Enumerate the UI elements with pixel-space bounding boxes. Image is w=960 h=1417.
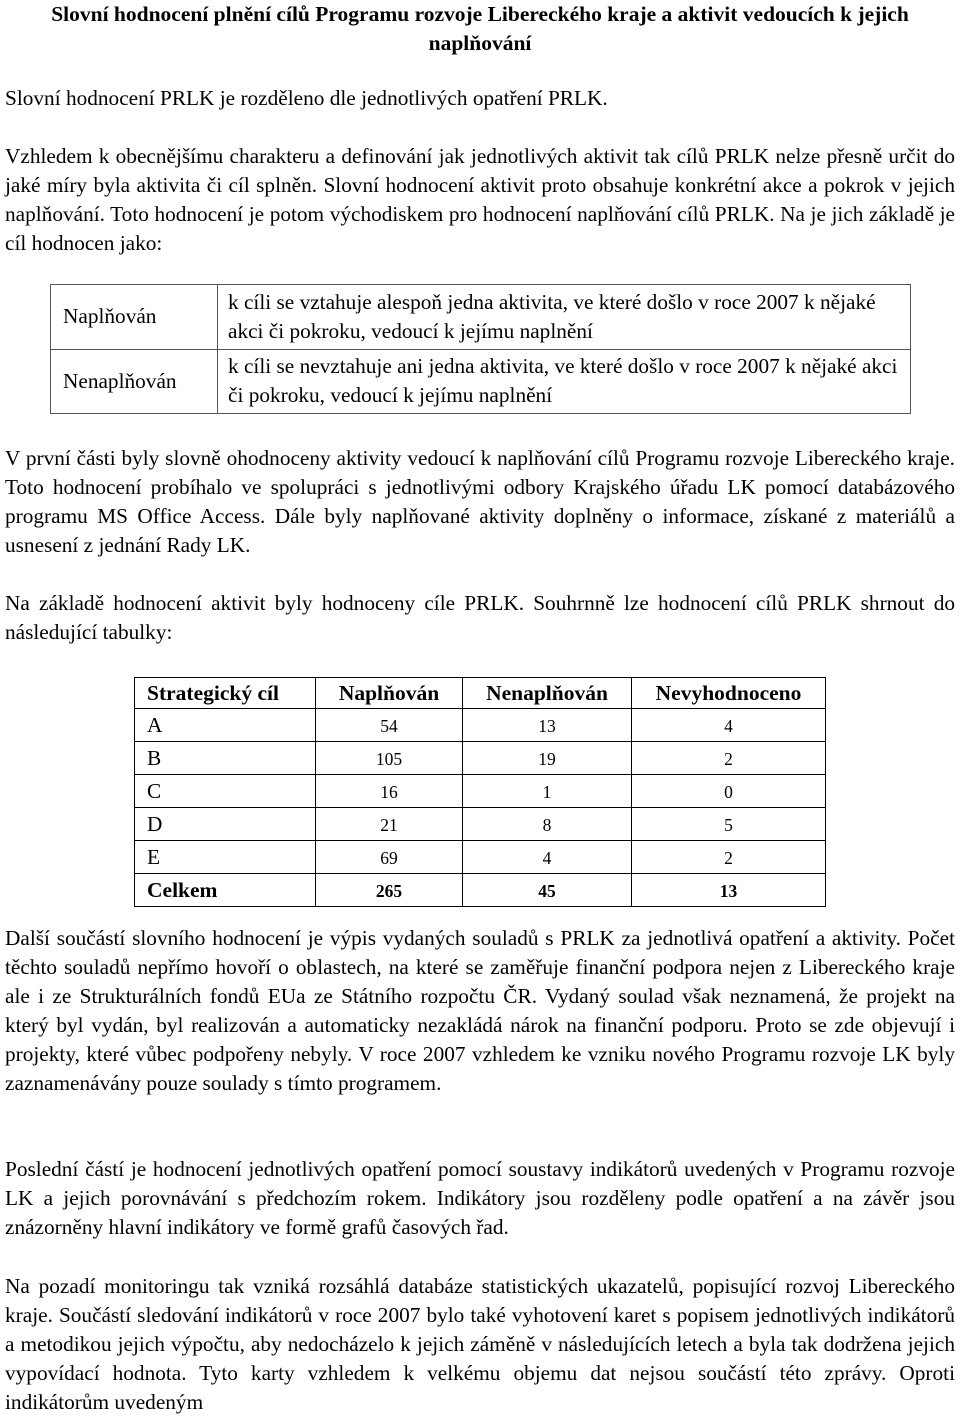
page-title: Slovní hodnocení plnění cílů Programu rozvoje Libereckého kraje a aktivit vedoucích k jejich naplňování [51, 2, 909, 55]
table-cell: 5 [632, 808, 826, 841]
table-row [135, 775, 826, 808]
table-cell: 13 [463, 709, 632, 742]
table-cell: 105 [316, 742, 463, 775]
paragraph-first-part: V první části byly slovně ohodnoceny aktivity vedoucí k naplňování cílů Programu rozvoje Libereckého kraje. Toto hodnocení probíhalo ve spolupráci s jednotlivými odbory Krajského úřadu LK pomocí databázového programu MS Office Access. Dále byly naplňované aktivity doplněny o informace, získané z materiálů a usnesení z jednání Rady LK. [5, 446, 955, 557]
table-row [135, 709, 826, 742]
table-cell: Celkem [135, 874, 316, 907]
column-header: Nenaplňován [463, 678, 632, 709]
table-cell: 2 [632, 841, 826, 874]
paragraph-evaluation-method: Vzhledem k obecnějšímu charakteru a definování jak jednotlivých aktivit tak cílů PRLK nelze přesně určit do jaké míry byla aktivita či cíl splněn. Slovní hodnocení aktivit proto obsahuje konkrétní akce a pokrok v jejich naplňování. Toto hodnocení je potom východiskem pro hodnocení naplňování cílů PRLK. Na je jich základě je cíl hodnocen jako: [5, 144, 955, 255]
table-row [135, 841, 826, 874]
definition-row [51, 349, 911, 414]
definition-term: Nenaplňován [51, 349, 218, 414]
table-cell: 69 [316, 841, 463, 874]
table-cell: 16 [316, 775, 463, 808]
table-cell: 45 [463, 874, 632, 907]
table-cell: C [135, 775, 316, 808]
table-cell: 1 [463, 775, 632, 808]
table-cell: 4 [463, 841, 632, 874]
paragraph-summary-intro: Na základě hodnocení aktivit byly hodnoceny cíle PRLK. Souhrnně lze hodnocení cílů PRLK shrnout do následující tabulky: [5, 591, 955, 644]
table-cell: 19 [463, 742, 632, 775]
table-cell: 13 [632, 874, 826, 907]
table-cell: 21 [316, 808, 463, 841]
paragraph-compliance: Další součástí slovního hodnocení je výpis vydaných souladů s PRLK za jednotlivá opatření a aktivity. Počet těchto souladů nepřímo hovoří o oblastech, na které se zaměřuje finanční podpora nejen z Libereckého kraje ale i ze Strukturálních fondů EUa ze Státního rozpočtu ČR. Vydaný soulad však neznamená, že projekt na který byl vydán, byl realizován a automaticky nezakládá nárok na finanční podporu. Proto se zde objevují i projekty, které vůbec podpořeny nebyly. V roce 2007 vzhledem ke vzniku nového Programu rozvoje LK byly zaznamenávány pouze soulady s tímto programem. [5, 926, 955, 1095]
column-header: Strategický cíl [135, 678, 316, 709]
definition-row [51, 285, 911, 350]
definition-term: Naplňován [51, 285, 218, 350]
paragraph-monitoring: Na pozadí monitoringu tak vzniká rozsáhlá databáze statistických ukazatelů, popisující rozvoj Libereckého kraje. Součástí sledování indikátorů v roce 2007 bylo také vyhotovení karet s popisem jednotlivých indikátorů a metodikou jejich výpočtu, aby nedocházelo k jejich záměně v následujících letech a byla tak dodržena jejich vypovídací hodnota. Tyto karty vzhledem k velkému objemu dat nejsou součástí této zprávy. Oproti indikátorům uvedeným [5, 1274, 955, 1414]
table-cell: D [135, 808, 316, 841]
paragraph-indicators: Poslední částí je hodnocení jednotlivých opatření pomocí soustavy indikátorů uvedených v Programu rozvoje LK a jejich porovnávání s předchozím rokem. Indikátory jsou rozděleny podle opatření a na závěr jsou znázorněny hlavní indikátory ve formě grafů časových řad. [5, 1157, 955, 1239]
table-cell: 2 [632, 742, 826, 775]
table-cell: 0 [632, 775, 826, 808]
column-header: Nevyhodnoceno [632, 678, 826, 709]
definition-meaning: k cíli se vztahuje alespoň jedna aktivita, ve které došlo v roce 2007 k nějaké akci či pokroku, vedoucí k jejímu naplnění [218, 285, 911, 350]
table-cell: B [135, 742, 316, 775]
table-total-row [135, 874, 826, 907]
table-cell: 4 [632, 709, 826, 742]
table-cell: 54 [316, 709, 463, 742]
definition-table [50, 284, 911, 414]
results-table [134, 677, 826, 907]
paragraph-intro: Slovní hodnocení PRLK je rozděleno dle jednotlivých opatření PRLK. [5, 86, 608, 110]
column-header: Naplňován [316, 678, 463, 709]
table-cell: 265 [316, 874, 463, 907]
table-cell: E [135, 841, 316, 874]
definition-meaning: k cíli se nevztahuje ani jedna aktivita, ve které došlo v roce 2007 k nějaké akci či pokroku, vedoucí k jejímu naplnění [218, 349, 911, 414]
table-header-row [135, 678, 826, 709]
table-row [135, 808, 826, 841]
table-row [135, 742, 826, 775]
table-cell: A [135, 709, 316, 742]
table-cell: 8 [463, 808, 632, 841]
